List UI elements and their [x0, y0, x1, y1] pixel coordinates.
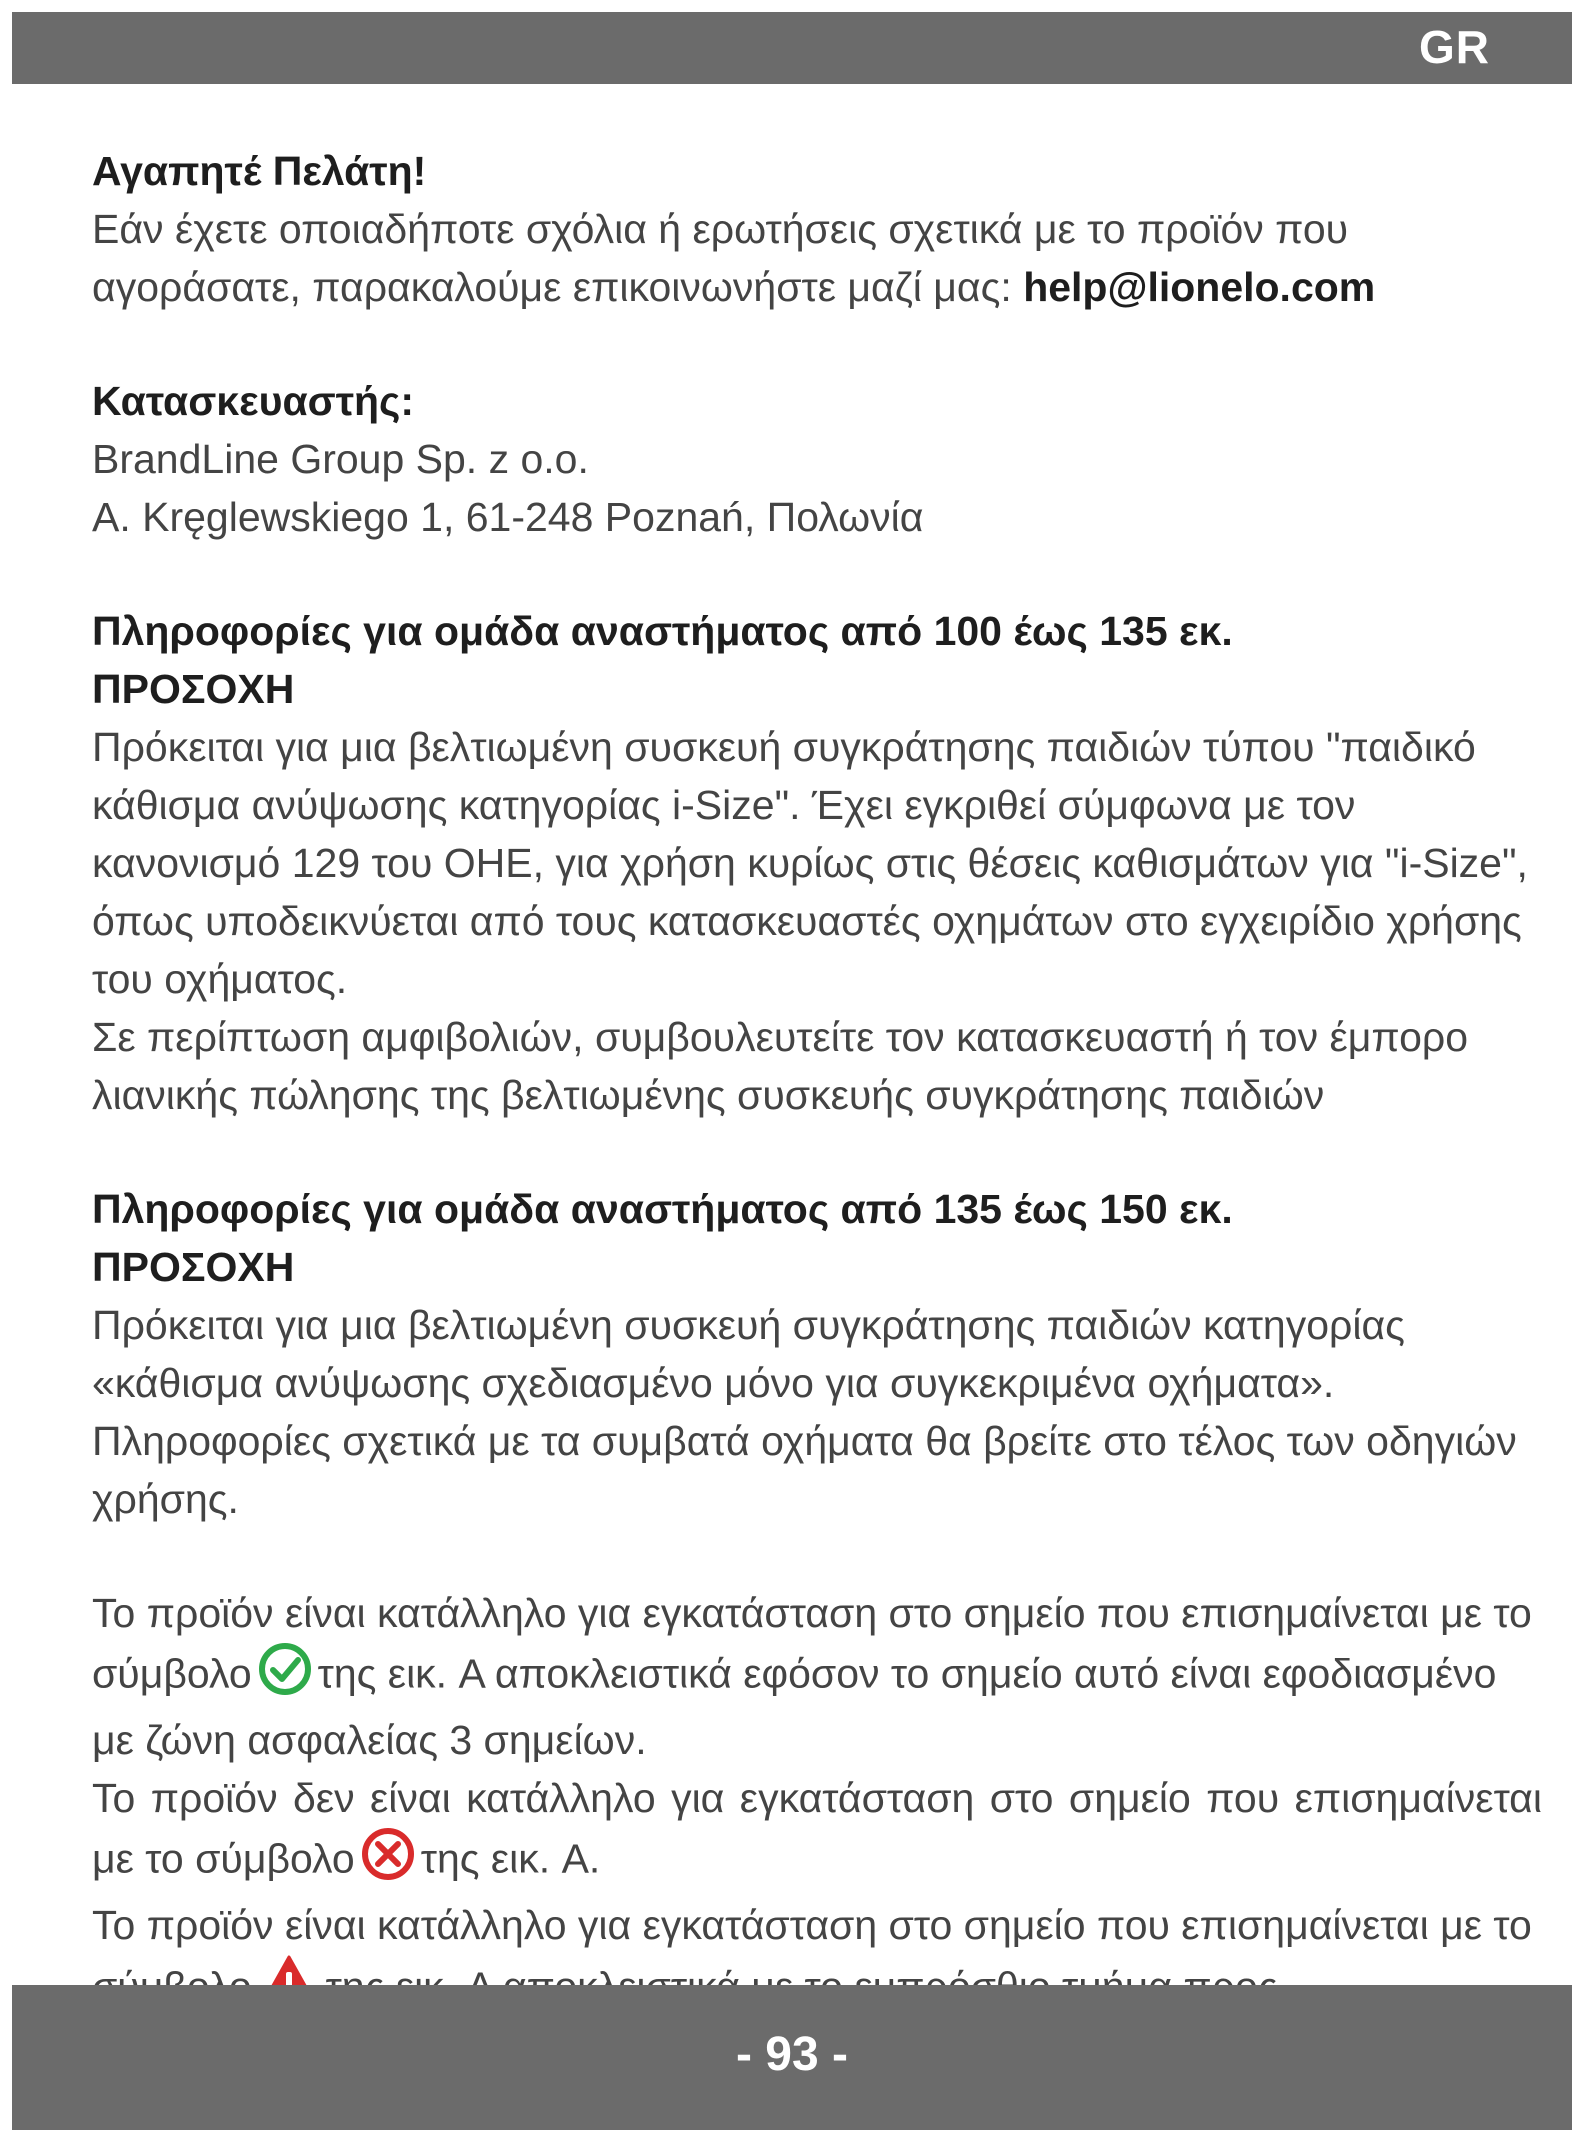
- header-bar: [12, 12, 1572, 84]
- section2-warning: ΠΡΟΣΟΧΗ: [92, 1244, 295, 1290]
- installation-s2-after: της εικ. A.: [420, 1835, 601, 1882]
- check-circle-icon: [258, 1642, 312, 1711]
- installation-s3-before: Το προϊόν είναι κατάλληλο για εγκατάσταση στο σημείο που επισημαίνεται με το: [92, 1902, 1532, 1948]
- language-label: GR: [1419, 21, 1490, 73]
- section-135-150: [92, 1180, 1542, 1528]
- footer-bar: [12, 1985, 1572, 2130]
- support-email[interactable]: help@lionelo.com: [1023, 264, 1376, 310]
- section2-title: Πληροφορίες για ομάδα αναστήματος από 135 έως 150 εκ.: [92, 1186, 1233, 1232]
- greeting-text: [92, 200, 1542, 316]
- manufacturer-title: Κατασκευαστής:: [92, 378, 415, 424]
- page-content: [92, 142, 1542, 2025]
- greeting-section: [92, 142, 1542, 316]
- section1-paragraph-2: Σε περίπτωση αμφιβολιών, συμβουλευτείτε τον κατασκευαστή ή τον έμπορο λιανικής πώλησης της βελτιωμένης συσκευής συγκράτησης παιδιών: [92, 1014, 1469, 1118]
- installation-section: [92, 1584, 1542, 2025]
- installation-suitable-3point: [92, 1584, 1542, 1769]
- page-number: - 93 -: [735, 2028, 849, 2081]
- section2-paragraph-1: Πρόκειται για μια βελτιωμένη συσκευή συγκράτησης παιδιών κατηγορίας «κάθισμα ανύψωσης σχεδιασμένο μόνο για συγκεκριμένα οχήματα». Πληροφορίες σχετικά με τα συμβατά οχήματα θα βρείτε στο τέλος των οδηγιών χρήσης.: [92, 1302, 1517, 1522]
- installation-not-suitable: [92, 1769, 1542, 1896]
- cross-circle-icon: [361, 1827, 415, 1896]
- section1-warning: ΠΡΟΣΟΧΗ: [92, 666, 295, 712]
- section1-title: Πληροφορίες για ομάδα αναστήματος από 100 έως 135 εκ.: [92, 608, 1233, 654]
- manufacturer-name: BrandLine Group Sp. z o.o.: [92, 436, 589, 482]
- greeting-title: Αγαπητέ Πελάτη!: [92, 148, 427, 194]
- section1-paragraph-1: Πρόκειται για μια βελτιωμένη συσκευή συγκράτησης παιδιών τύπου "παιδικό κάθισμα ανύψωσης κατηγορίας i-Size". Έχει εγκριθεί σύμφωνα με τον κανονισμό 129 του ΟΗΕ, για χρήση κυρίως στις θέσεις καθισμάτων για "i-Size", όπως υποδεικνύεται από τους κατασκευαστές οχημάτων στο εγχειρίδιο χρήσης του οχήματος.: [92, 724, 1528, 1002]
- installation-s1-before: Το προϊόν είναι κατάλληλο για εγκατάσταση στο σημείο που επισημαίνεται με το σύμβολο: [92, 1590, 1532, 1697]
- section-100-135: [92, 602, 1542, 1124]
- installation-s1-after: της εικ. A αποκλειστικά εφόσον το σημείο αυτό είναι εφοδιασμένο με ζώνη ασφαλείας 3 σημείων.: [92, 1650, 1497, 1763]
- installation-s2-before: Το προϊόν δεν είναι κατάλληλο για εγκατάσταση στο σημείο που επισημαίνεται με το σύμβολο: [92, 1775, 1542, 1882]
- manufacturer-section: [92, 372, 1542, 546]
- manufacturer-address: A. Kręglewskiego 1, 61-248 Poznań, Πολωνία: [92, 494, 924, 540]
- greeting-body: Εάν έχετε οποιαδήποτε σχόλια ή ερωτήσεις σχετικά με το προϊόν που αγοράσατε, παρακαλούμε επικοινωνήστε μαζί μας:: [92, 206, 1349, 310]
